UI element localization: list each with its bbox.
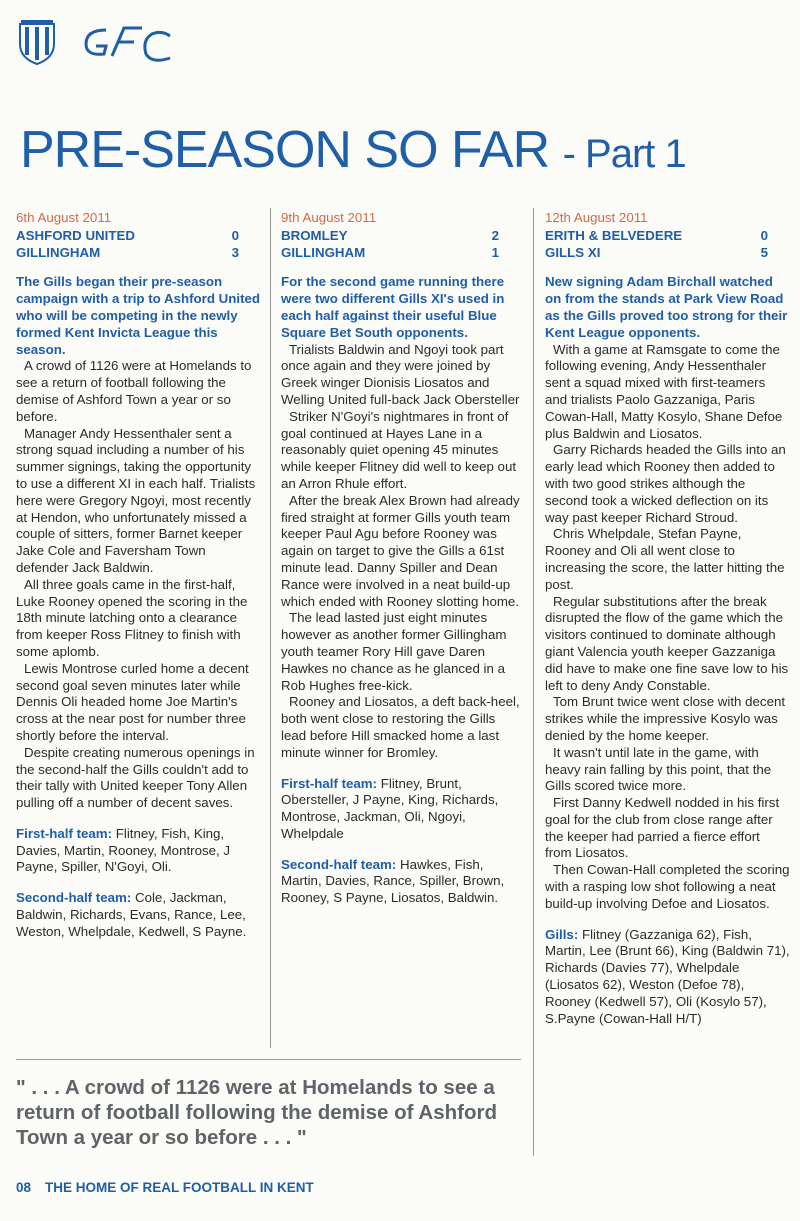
paragraph: Chris Whelpdale, Stefan Payne, Rooney and Oli all went close to increasing the score, the latter hitting the post.	[545, 526, 785, 592]
paragraph: With a game at Ramsgate to come the following evening, Andy Hessenthaler sent a squad mixed with first-teamers and trialists Paolo Gazzaniga, Paris Cowan-Hall, Matty Kosylo, Shane Defoe plus Baldwin and Liosatos.	[545, 341, 783, 441]
lineup-players: Flitney, Fish, King, Davies, Martin, Rooney, Montrose, J Payne, Spiller, N'Goyi, Oli.	[16, 825, 231, 875]
gfc-monogram-icon	[78, 22, 178, 70]
team-name: GILLINGHAM	[281, 244, 366, 260]
paragraph: Garry Richards headed the Gills into an early lead which Rooney then added to with two good strikes although the second took a wicked deflection on its way past keeper Richard Stroud.	[545, 442, 786, 525]
lineup-label: First-half team:	[16, 825, 113, 841]
paragraph: After the break Alex Brown had already fired straight at former Gills youth team keeper Paul Agu before Rooney was again on target to give the Gills a 61st minute lead. Danny Spiller and Dean Rance were involved in a neat build-up which ended with Rooney slotting home.	[281, 492, 520, 609]
standfirst: The Gills began their pre-season campaign with a trip to Ashford United who will be competing in the newly formed Kent Invicta League this season.	[16, 274, 261, 357]
paragraph: Rooney and Liosatos, a deft back-heel, both went close to restoring the Gills lead before Hill smacked home a last minute winner for Bromley.	[281, 694, 520, 760]
paragraph: It wasn't until late in the game, with heavy rain falling by this point, that the Gills scored twice more.	[545, 744, 772, 794]
lineup-players: Hawkes, Fish, Martin, Davies, Rance, Spiller, Brown, Rooney, S Payne, Liosatos, Baldwin.	[281, 856, 505, 906]
match-date: 9th August 2011	[281, 210, 377, 225]
lineup-gills	[545, 927, 790, 1028]
paragraph: Striker N'Goyi's nightmares in front of goal continued at Hayes Lane in a reasonably quiet opening 45 minutes while keeper Flitney did well to keep out an Arron Rhule effort.	[281, 408, 517, 491]
lineup-label: Gills:	[545, 926, 579, 942]
lineup-second-half	[281, 857, 521, 907]
lineup-first-half	[16, 826, 261, 876]
team-name: GILLS XI	[545, 244, 601, 260]
score-row	[16, 245, 261, 262]
team-goals: 0	[231, 227, 239, 243]
paragraph: The lead lasted just eight minutes however as another former Gillingham youth teamer Rory Hill gave Daren Hawkes no chance as he glanced in a Rob Hughes free-kick.	[281, 610, 507, 693]
score-row	[16, 228, 261, 245]
column-divider	[270, 208, 271, 1048]
paragraph: All three goals came in the first-half, Luke Rooney opened the scoring in the 18th minute latching onto a clearance from keeper Ross Flitney to finish with some aplomb.	[16, 576, 248, 659]
lineup-label: Second-half team:	[16, 890, 132, 906]
paragraph: Manager Andy Hessenthaler sent a strong squad including a number of his summer signings, taking the opportunity to use a different XI in each half. Trialists here were Gregory Ngoyi, most recently at Hendon, who unfortunately missed a couple of sitters, former Barnet keeper Jake Cole and Faversham Town defender Jack Baldwin.	[16, 425, 256, 575]
page-title	[20, 120, 686, 180]
team-name: BROMLEY	[281, 227, 348, 243]
paragraph: Despite creating numerous openings in the second-half the Gills couldn't add to their tally with United keeper Tony Allen pulling off a number of decent saves.	[16, 744, 255, 811]
lineup-label: Second-half team:	[281, 856, 397, 872]
header-logos	[18, 18, 218, 70]
standfirst: For the second game running there were two different Gills XI's used in each half against their useful Blue Square Bet South opponents.	[281, 274, 505, 340]
lineup-first-half	[281, 776, 521, 843]
lineup-players: Cole, Jackman, Baldwin, Richards, Evans, Rance, Lee, Weston, Whelpdale, Kedwell, S Payne.	[16, 890, 247, 939]
paragraph: Trialists Baldwin and Ngoyi took part once again and they were joined by Greek winger Dionisis Liosatos and Welling United full-back Jack Obersteller	[281, 341, 520, 407]
score-row	[545, 245, 790, 262]
team-goals: 3	[231, 244, 239, 260]
lineup-second-half	[16, 890, 261, 940]
pull-quote: " . . . A crowd of 1126 were at Homelands to see a return of football following the demise of Ashford Town a year or so before . . . "	[16, 1076, 497, 1149]
page-number: 08	[16, 1180, 32, 1195]
team-goals: 1	[491, 244, 499, 260]
lineup-label: First-half team:	[281, 775, 378, 791]
lineup-players: Flitney, Brunt, Obersteller, J Payne, King, Richards, Montrose, Jackman, Oli, Ngoyi, Whelpdale	[281, 775, 499, 841]
score-row	[281, 245, 521, 262]
paragraph: Lewis Montrose curled home a decent second goal seven minutes later while Dennis Oli headed home Joe Martin's cross at the near post for number three shortly before the interval.	[16, 660, 249, 743]
match-date: 6th August 2011	[16, 210, 112, 225]
team-goals: 5	[760, 244, 768, 260]
team-goals: 0	[760, 227, 768, 243]
title-main: PRE-SEASON SO FAR	[20, 121, 550, 179]
match-report-ashford	[16, 210, 261, 941]
match-date: 12th August 2011	[545, 210, 648, 225]
match-report-bromley	[281, 210, 521, 907]
team-goals: 2	[491, 227, 499, 243]
score-row	[281, 228, 521, 245]
team-name: ASHFORD UNITED	[16, 227, 135, 243]
team-name: GILLINGHAM	[16, 244, 101, 260]
paragraph: Tom Brunt twice went close with decent strikes while the impressive Kosylo was denied by the home keeper.	[545, 694, 786, 743]
lineup-players: Flitney (Gazzaniga 62), Fish, Martin, Lee (Brunt 66), King (Baldwin 71), Richards (Davies 77), Whelpdale (Liosatos 62), Weston (Defoe 78), Rooney (Kedwell 57), Oli (Kosylo 57), S.Payne (Cowan-Hall H/T)	[545, 926, 790, 1026]
column-divider	[533, 208, 534, 1156]
paragraph: First Danny Kedwell nodded in his first goal for the club from close range after the keeper had parried a fierce effort from Liosatos.	[545, 795, 780, 861]
paragraph: A crowd of 1126 were at Homelands to see a return of football following the demise of Ashford Town a year or so before.	[16, 358, 252, 424]
team-name: ERITH & BELVEDERE	[545, 227, 683, 243]
paragraph: Regular substitutions after the break disrupted the flow of the game which the visitors continued to dominate although giant Valencia youth keeper Gazzaniga did have to make one fine save low to his left to deny Andy Constable.	[545, 593, 789, 693]
match-report-erith	[545, 210, 790, 1027]
club-crest-icon	[18, 18, 56, 66]
title-part: - Part 1	[562, 132, 686, 176]
paragraph: Then Cowan-Hall completed the scoring with a rasping low shot following a neat build-up involving Defoe and Liosatos.	[545, 862, 790, 911]
standfirst: New signing Adam Birchall watched on from the stands at Park View Road as the Gills proved too strong for their Kent League opponents.	[545, 274, 788, 340]
score-row	[545, 228, 790, 245]
quote-divider	[16, 1059, 521, 1060]
footer-tagline: THE HOME OF REAL FOOTBALL IN KENT	[45, 1180, 314, 1195]
page-footer	[16, 1180, 314, 1195]
